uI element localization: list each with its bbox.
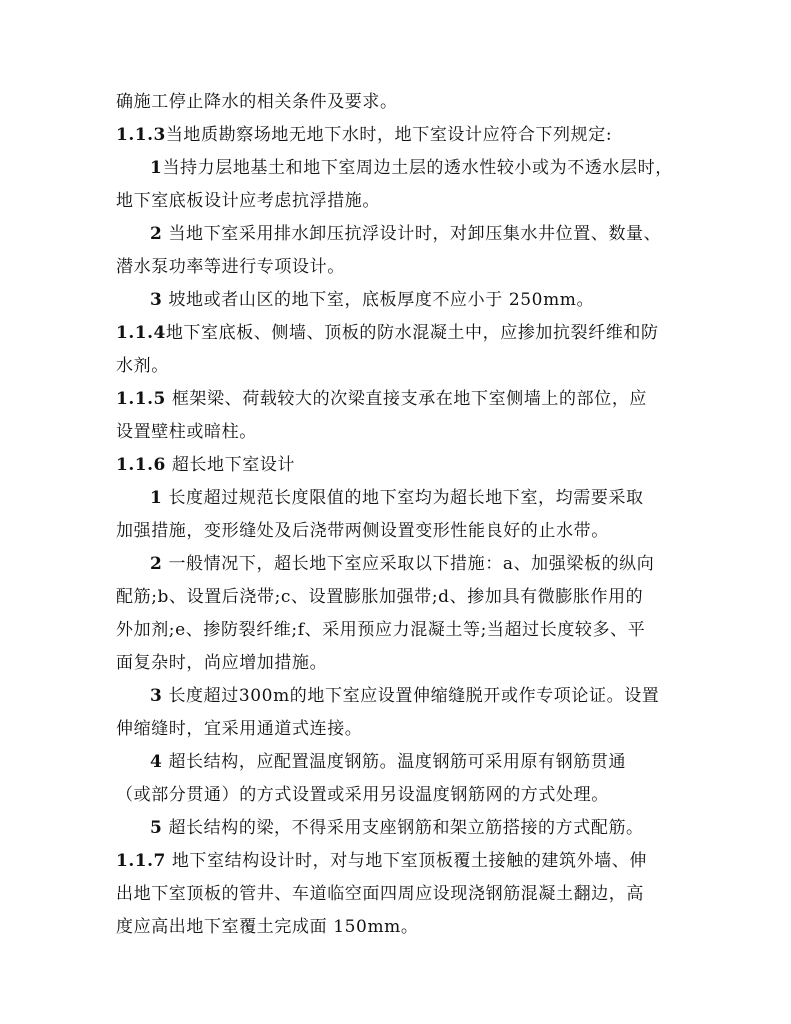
line-text: 出地下室顶板的管井、车道临空面四周应设现浇钢筋混凝土翻边，高 [116,884,644,904]
item-text: 当地下室采用排水卸压抗浮设计时，对卸压集水井位置、数量、 [162,224,662,244]
text-line [116,581,691,614]
line-text: 潜水泵功率等进行专项设计。 [116,257,345,277]
item-line [116,812,691,845]
item-line [116,284,691,317]
text-line [116,515,691,548]
item-number: 3 [150,686,163,706]
item-line [116,218,691,251]
clause-number: 1.1.3 [116,125,166,145]
clause-line [116,317,691,350]
text-line [116,614,691,647]
item-line [116,152,691,185]
item-number: 3 [150,290,163,310]
line-text: 配筋;b、设置后浇带;c、设置膨胀加强带;d、掺加具有微膨胀作用的 [116,587,644,607]
item-number: 2 [150,554,163,574]
clause-text: 框架梁、荷载较大的次梁直接支承在地下室侧墙上的部位，应 [165,389,648,409]
clause-number: 1.1.7 [116,851,166,871]
item-text: 当持力层地基土和地下室周边土层的透水性较小或为不透水层时， [162,158,673,178]
line-text: 地下室底板设计应考虑抗浮措施。 [116,191,380,211]
clause-line [116,449,691,482]
text-line [116,779,691,812]
clause-text: 地下室底板、侧墙、顶板的防水混凝土中，应掺加抗裂纤维和防 [165,323,659,343]
clause-text: 超长地下室设计 [165,455,296,475]
line-text: 度应高出地下室覆土完成面 150mm。 [116,917,419,937]
clause-number: 1.1.6 [116,455,166,475]
line-text: 设置壁柱或暗柱。 [116,422,257,442]
item-line [116,746,691,779]
text-line [116,878,691,911]
item-line [116,680,691,713]
text-line [116,911,691,944]
item-number: 1 [150,488,163,508]
item-text: 长度超过规范长度限值的地下室均为超长地下室，均需要采取 [162,488,644,508]
clause-number: 1.1.5 [116,389,166,409]
line-text: 确施工停止降水的相关条件及要求。 [116,92,398,112]
item-text: 坡地或者山区的地下室，底板厚度不应小于 250mm。 [162,290,595,310]
document-page [116,86,691,944]
clause-text: 当地质勘察场地无地下水时，地下室设计应符合下列规定: [165,125,613,145]
item-text: 超长结构，应配置温度钢筋。温度钢筋可采用原有钢筋贯通 [162,752,627,772]
text-line [116,647,691,680]
line-text: 面复杂时，尚应增加措施。 [116,653,328,673]
clause-line [116,383,691,416]
text-line [116,713,691,746]
line-text: 加强措施，变形缝处及后浇带两侧设置变形性能良好的止水带。 [116,521,609,541]
clause-line [116,119,691,152]
clause-text: 地下室结构设计时，对与地下室顶板覆土接触的建筑外墙、伸 [165,851,648,871]
line-text: 伸缩缝时，宜采用通道式连接。 [116,719,363,739]
text-line [116,350,691,383]
line-text: 水剂。 [116,356,169,376]
line-text: 外加剂;e、掺防裂纤维;f、采用预应力混凝土等;当超过长度较多、平 [116,620,646,640]
item-text: 一般情况下，超长地下室应采取以下措施：a、加强梁板的纵向 [162,554,655,574]
item-number: 5 [150,818,163,838]
text-line [116,251,691,284]
line-text: （或部分贯通）的方式设置或采用另设温度钢筋网的方式处理。 [116,785,609,805]
text-line [116,416,691,449]
clause-number: 1.1.4 [116,323,166,343]
item-number: 2 [150,224,163,244]
item-text: 超长结构的梁，不得采用支座钢筋和架立筋搭接的方式配筋。 [162,818,644,838]
item-number: 1 [150,158,163,178]
item-text: 长度超过300m的地下室应设置伸缩缝脱开或作专项论证。设置 [162,686,660,706]
clause-line [116,845,691,878]
item-number: 4 [150,752,163,772]
text-line [116,185,691,218]
item-line [116,482,691,515]
text-line [116,86,691,119]
item-line [116,548,691,581]
